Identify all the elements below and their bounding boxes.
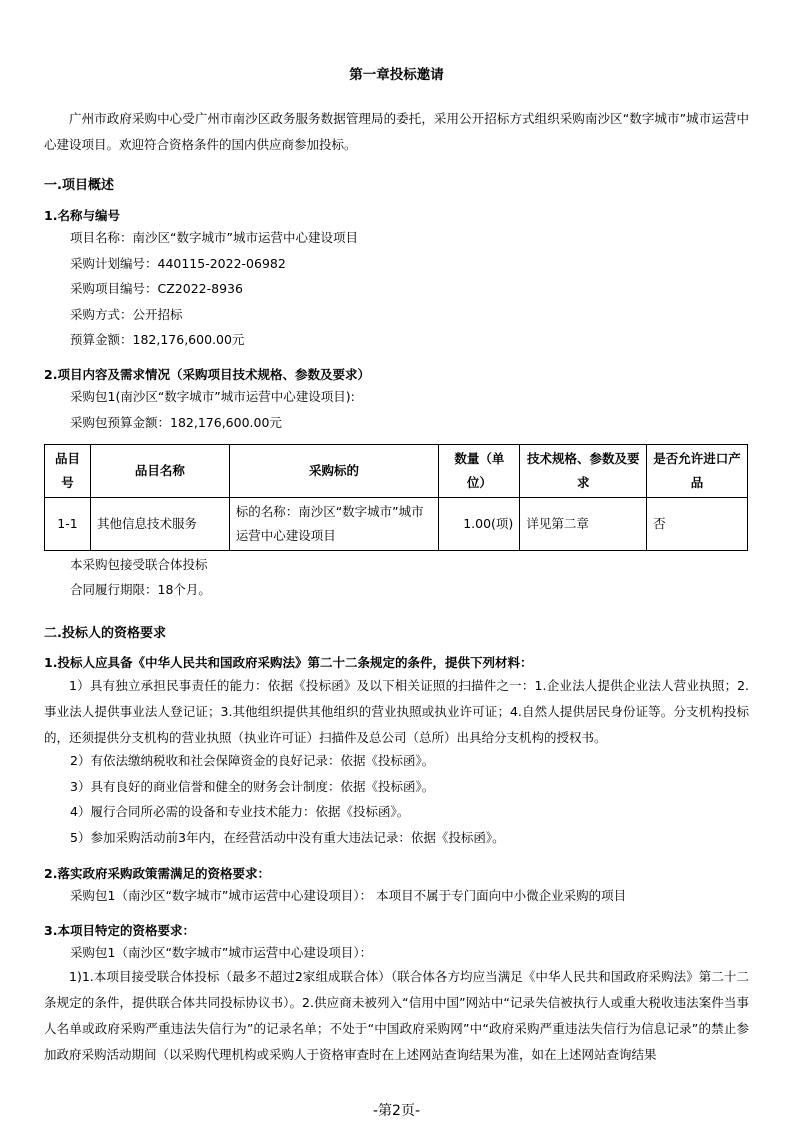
sub1-heading: 1.名称与编号 xyxy=(44,208,120,223)
qualification-item-1: 1）具有独立承担民事责任的能力：依据《投标函》及以下相关证照的扫描件之一：1.企业法人提供企业法人营业执照；2.事业法人提供事业法人登记证；3.其他组织提供其他组织的营业执照或执业许可证；4.自然人提供居民身份证等。分支机构投标的，还须提供分支机构的营业执照（执业许可证）扫描件及总公司（总所）出具给分支机构的授权书。 xyxy=(44,678,749,745)
column-header: 品目号 xyxy=(45,445,91,498)
project-number: 采购项目编号：CZ2022-8936 xyxy=(70,281,243,296)
items-table xyxy=(44,444,748,551)
column-header: 品目名称 xyxy=(90,445,229,498)
qualification-item-3: 3）具有良好的商业信誉和健全的财务会计制度：依据《投标函》。 xyxy=(70,779,435,794)
package-budget: 采购包预算金额：182,176,600.00元 xyxy=(70,415,282,430)
project-name: 项目名称：南沙区“数字城市”城市运营中心建设项目 xyxy=(70,230,358,245)
special-requirements-heading: 3.本项目特定的资格要求： xyxy=(44,923,195,938)
table-cell: 详见第二章 xyxy=(520,498,647,551)
qualification-item-4: 4）履行合同所必需的设备和专业技术能力：依据《投标函》。 xyxy=(70,804,410,819)
policy-heading: 2.落实政府采购政策需满足的资格要求： xyxy=(44,866,270,881)
qualification-item-2: 2）有依法缴纳税收和社会保障资金的良好记录：依据《投标函》。 xyxy=(70,753,435,768)
column-header: 是否允许进口产品 xyxy=(647,445,748,498)
consortium-note: 本采购包接受联合体投标 xyxy=(70,557,208,572)
table-header-row xyxy=(45,445,748,498)
page-title: 第一章投标邀请 xyxy=(349,67,444,83)
special-package-line: 采购包1（南沙区“数字城市”城市运营中心建设项目）： xyxy=(70,945,373,960)
qualification-item-5: 5）参加采购活动前3年内，在经营活动中没有重大违法记录：依据《投标函》。 xyxy=(70,830,505,845)
page-number: -第2页- xyxy=(372,1103,420,1119)
section1-heading: 一.项目概述 xyxy=(44,178,114,193)
contract-period: 合同履行期限：18个月。 xyxy=(70,582,211,597)
column-header: 数量（单位） xyxy=(439,445,520,498)
section2-heading: 二.投标人的资格要求 xyxy=(44,626,166,641)
budget-amount: 预算金额：182,176,600.00元 xyxy=(70,332,245,347)
table-cell: 1-1 xyxy=(45,498,91,551)
table-cell: 其他信息技术服务 xyxy=(90,498,229,551)
procurement-method: 采购方式：公开招标 xyxy=(70,307,183,322)
table-cell: 否 xyxy=(647,498,748,551)
table-cell: 1.00(项) xyxy=(439,498,520,551)
policy-text: 采购包1（南沙区“数字城市”城市运营中心建设项目）： 本项目不属于专门面向中小微企业采购的项目 xyxy=(70,888,627,903)
plan-number: 采购计划编号：440115-2022-06982 xyxy=(70,256,286,271)
sub2-heading: 2.项目内容及需求情况（采购项目技术规格、参数及要求） xyxy=(44,367,370,382)
column-header: 采购标的 xyxy=(229,445,439,498)
intro-paragraph: 广州市政府采购中心受广州市南沙区政务服务数据管理局的委托，采用公开招标方式组织采购南沙区“数字城市”城市运营中心建设项目。欢迎符合资格条件的国内供应商参加投标。 xyxy=(44,111,749,152)
package-line: 采购包1(南沙区“数字城市”城市运营中心建设项目): xyxy=(70,389,355,404)
special-requirements-paragraph: 1)1.本项目接受联合体投标（最多不超过2家组成联合体）（联合体各方均应当满足《中华人民共和国政府采购法》第二十二条规定的条件，提供联合体共同投标协议书）。2.供应商未被列入“信用中国”网站中“记录失信被执行人或重大税收违法案件当事人名单或政府采购严重违法失信行为”的记录名单；不处于“中国政府采购网”中“政府采购严重违法失信行为信息记录”的禁止参加政府采购活动期间（以采购代理机构或采购人于资格审查时在上述网站查询结果为准，如在上述网站查询结果 xyxy=(44,969,749,1062)
column-header: 技术规格、参数及要求 xyxy=(520,445,647,498)
table-cell: 标的名称：南沙区“数字城市”城市运营中心建设项目 xyxy=(229,498,439,551)
qualification-heading: 1.投标人应具备《中华人民共和国政府采购法》第二十二条规定的条件，提供下列材料： xyxy=(44,655,533,670)
table-row xyxy=(45,498,748,551)
